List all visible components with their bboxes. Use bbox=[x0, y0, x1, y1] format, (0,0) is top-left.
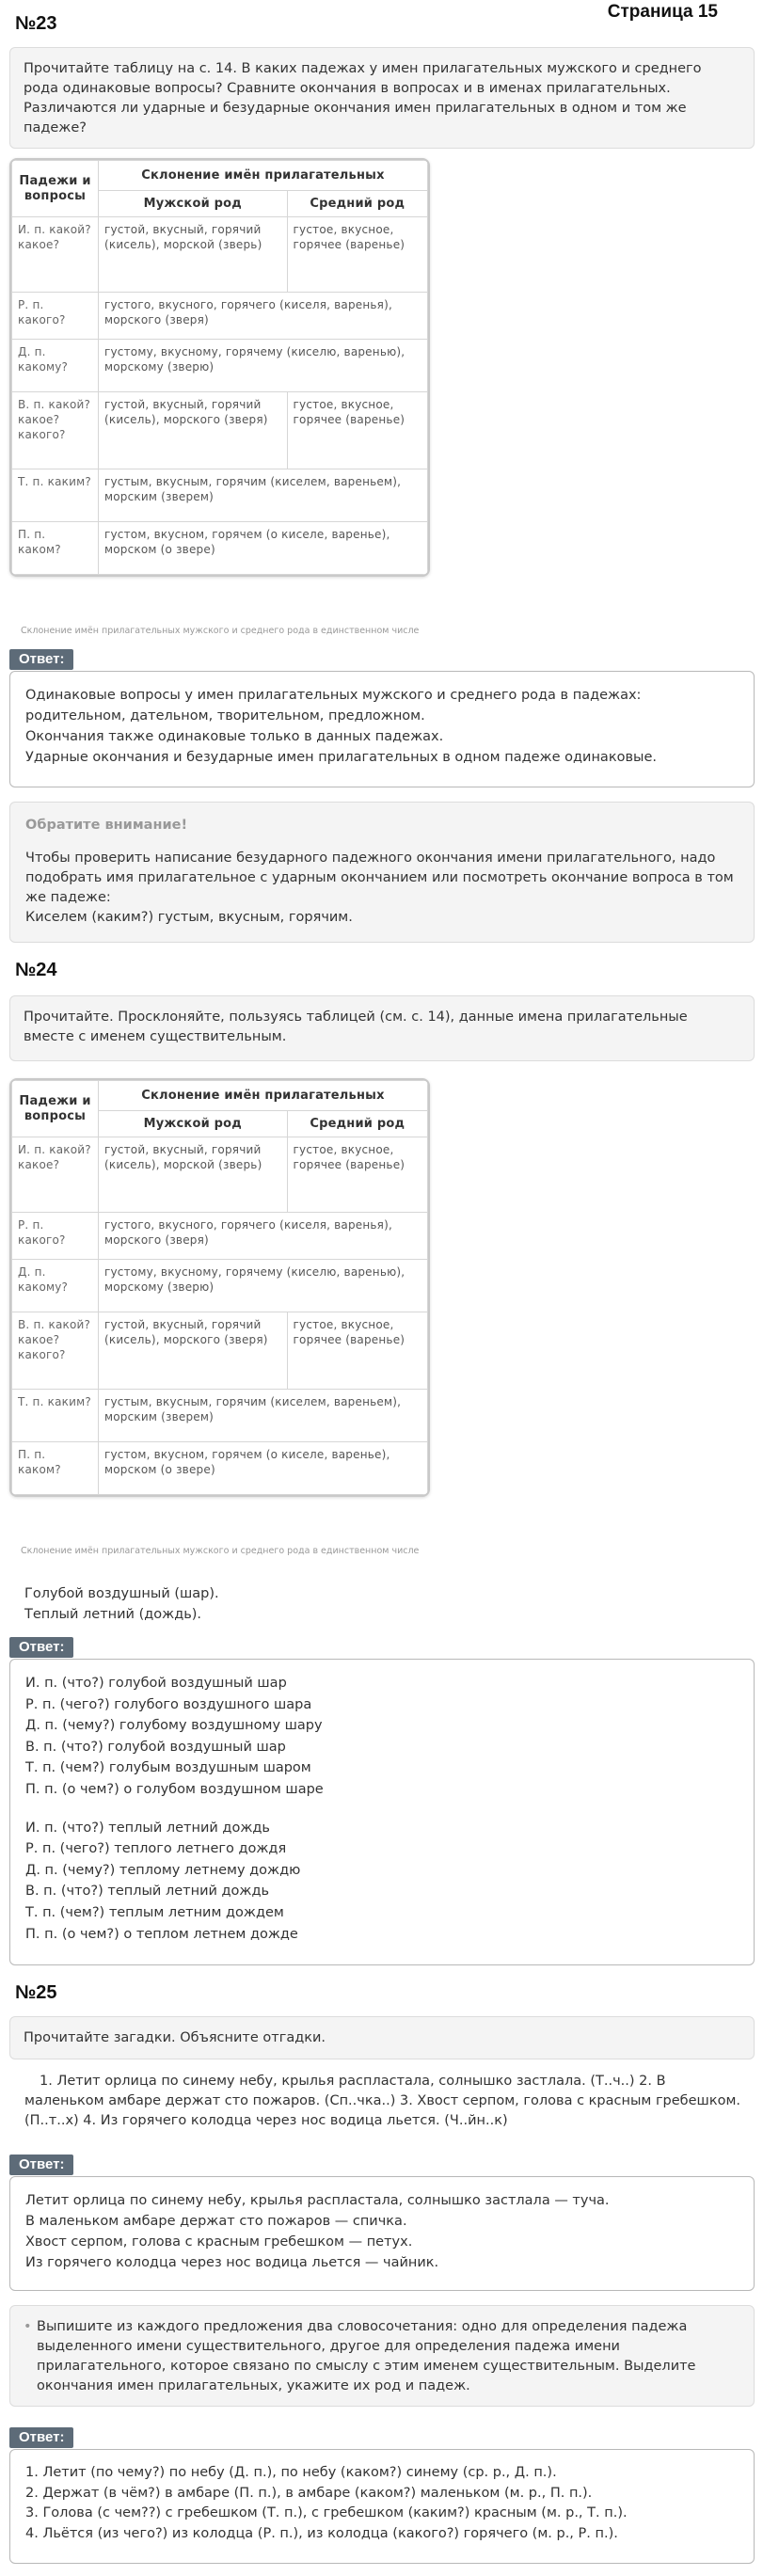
acc-n: густое, вкусное, горячее (варенье) bbox=[287, 392, 427, 469]
case-ins: Т. п. каким? bbox=[12, 469, 99, 522]
note-text: Чтобы проверить написание безударного падежного окончания имени прилагательного, надо подобрать имя прилагательное с ударным окончанием или посмотреть окончание вопроса в том же падеже: bbox=[25, 851, 734, 905]
case-acc: В. п. какой? какое? какого? bbox=[12, 1312, 99, 1390]
page-number: Страница 15 bbox=[607, 2, 718, 22]
answer-24-a-2: Р. п. (чего?) голубого воздушного шара bbox=[25, 1696, 312, 1712]
dat-mn: густому, вкусному, горячему (киселю, варенью), морскому (зверю) bbox=[99, 1260, 428, 1312]
bullet-icon: • bbox=[24, 2319, 32, 2334]
answer-25-line-1: Летит орлица по синему небу, крылья распластала, солнышко застлала — туча. bbox=[25, 2193, 610, 2208]
answer-25-line-3: Хвост серпом, голова с красным гребешком — петух. bbox=[25, 2234, 413, 2250]
note-box bbox=[9, 802, 755, 943]
answer-24-a-5: Т. п. (чем?) голубым воздушным шаром bbox=[25, 1760, 311, 1776]
table-1-caption: Склонение имён прилагательных мужского и среднего рода в единственном числе bbox=[21, 626, 420, 636]
riddles: 1. Летит орлица по синему небу, крылья распластала, солнышко застлала. (Т..ч..) 2. В маленьком амбаре держат сто пожаров. (Сп..чка..) 3. Хвост серпом, голова с красным гребешком. (П..т..х) 4. Из горячего колодца через нос водица льется. (Ч..йн..к) bbox=[24, 2074, 740, 2128]
answer-23-line-3: Ударные окончания и безударные имен прилагательных в одном падеже одинаковые. bbox=[25, 750, 657, 765]
answer-25-2-line-3: 3. Голова (с чем??) с гребешком (Т. п.), с гребешком (каким?) красным (м. р., Т. п.). bbox=[25, 2505, 628, 2520]
task-25-2-text bbox=[9, 2305, 755, 2407]
case-pre: П. п. каком? bbox=[12, 1442, 99, 1495]
ins-mn: густым, вкусным, горячим (киселем, вареньем), морским (зверем) bbox=[99, 1390, 428, 1442]
head-cases: Падежи и вопросы bbox=[12, 161, 99, 217]
acc-m: густой, вкусный, горячий (кисель), морского (зверя) bbox=[99, 392, 288, 469]
answer-24-a-1: И. п. (что?) голубой воздушный шар bbox=[25, 1676, 287, 1691]
case-ins: Т. п. каким? bbox=[12, 1390, 99, 1442]
nom-m: густой, вкусный, горячий (кисель), морской (зверь) bbox=[99, 217, 288, 293]
case-nom: И. п. какой? какое? bbox=[12, 1137, 99, 1213]
answer-23 bbox=[9, 671, 755, 787]
acc-n: густое, вкусное, горячее (варенье) bbox=[287, 1312, 427, 1390]
answer-25-2 bbox=[9, 2449, 755, 2564]
ins-mn: густым, вкусным, горячим (киселем, вареньем), морским (зверем) bbox=[99, 469, 428, 522]
note-example: Киселем (каким?) густым, вкусным, горячим. bbox=[25, 910, 353, 925]
task-23-heading: №23 bbox=[15, 13, 57, 34]
case-pre: П. п. каком? bbox=[12, 522, 99, 575]
answer-23-label: Ответ: bbox=[9, 649, 73, 670]
answer-25-2-label: Ответ: bbox=[9, 2427, 73, 2448]
nom-n: густое, вкусное, горячее (варенье) bbox=[287, 217, 427, 293]
case-gen: Р. п. какого? bbox=[12, 1213, 99, 1260]
answer-24-b-4: В. п. (что?) теплый летний дождь bbox=[25, 1884, 270, 1900]
head-masculine: Мужской род bbox=[99, 191, 288, 217]
head-neuter: Средний род bbox=[287, 191, 427, 217]
head-cases: Падежи и вопросы bbox=[12, 1081, 99, 1137]
case-gen: Р. п. какого? bbox=[12, 293, 99, 340]
task-25-text bbox=[9, 2016, 755, 2059]
answer-24-a-3: Д. п. (чему?) голубому воздушному шару bbox=[25, 1718, 323, 1734]
answer-24 bbox=[9, 1659, 755, 1965]
case-dat: Д. п. какому? bbox=[12, 1260, 99, 1312]
answer-25 bbox=[9, 2176, 755, 2291]
answer-23-line-1: Одинаковые вопросы у имен прилагательных мужского и среднего рода в падежах: родительном, дательном, творительном, предложном. bbox=[25, 688, 642, 724]
task-25-heading: №25 bbox=[15, 1982, 57, 2003]
acc-m: густой, вкусный, горячий (кисель), морского (зверя) bbox=[99, 1312, 288, 1390]
declension-table-1 bbox=[9, 158, 430, 577]
task-25-2-body: Выпишите из каждого предложения два словосочетания: одно для определения падежа выделенного имени существительного, другое для определения падежа имени прилагательного, которое связано по смыслу с этим именем существительным. Выделите окончания имен прилагательных, укажите их род и падеж. bbox=[37, 2319, 696, 2393]
answer-24-b-2: Р. п. (чего?) теплого летнего дождя bbox=[25, 1841, 287, 1857]
pre-mn: густом, вкусном, горячем (о киселе, варенье), морском (о звере) bbox=[99, 522, 428, 575]
answer-24-b-5: Т. п. (чем?) теплым летним дождем bbox=[25, 1904, 284, 1920]
head-masculine: Мужской род bbox=[99, 1111, 288, 1137]
head-neuter: Средний род bbox=[287, 1111, 427, 1137]
phrase-2: Теплый летний (дождь). bbox=[24, 1607, 202, 1622]
answer-25-line-4: Из горячего колодца через нос водица льется — чайник. bbox=[25, 2255, 439, 2270]
answer-24-a-4: В. п. (что?) голубой воздушный шар bbox=[25, 1739, 286, 1755]
answer-24-b-6: П. п. (о чем?) о теплом летнем дожде bbox=[25, 1926, 298, 1942]
answer-24-label: Ответ: bbox=[9, 1637, 73, 1658]
answer-23-line-2: Окончания также одинаковые только в данных падежах. bbox=[25, 729, 444, 744]
task-24-text bbox=[9, 995, 755, 1061]
answer-24-a-6: П. п. (о чем?) о голубом воздушном шаре bbox=[25, 1781, 324, 1797]
nom-m: густой, вкусный, горячий (кисель), морской (зверь) bbox=[99, 1137, 288, 1213]
pre-mn: густом, вкусном, горячем (о киселе, варенье), морском (о звере) bbox=[99, 1442, 428, 1495]
case-acc: В. п. какой? какое? какого? bbox=[12, 392, 99, 469]
task-25-body: Прочитайте загадки. Объясните отгадки. bbox=[24, 2030, 326, 2045]
answer-25-line-2: В маленьком амбаре держат сто пожаров — спичка. bbox=[25, 2214, 407, 2229]
declension-table-2 bbox=[9, 1078, 430, 1497]
task-24-phrases bbox=[24, 1583, 219, 1625]
answer-25-label: Ответ: bbox=[9, 2155, 73, 2175]
note-title: Обратите внимание! bbox=[25, 818, 188, 833]
task-23-text bbox=[9, 47, 755, 149]
task-23-body: Прочитайте таблицу на с. 14. В каких падежах у имен прилагательных мужского и среднего рода одинаковые вопросы? Сравните окончания в вопросах и в именах прилагательных. Различаются ли ударные и безударные окончания имен прилагательных в одном и том же падеже? bbox=[24, 61, 702, 135]
answer-24-b-3: Д. п. (чему?) теплому летнему дождю bbox=[25, 1862, 301, 1878]
head-title: Склонение имён прилагательных bbox=[99, 1081, 428, 1111]
gen-mn: густого, вкусного, горячего (киселя, варенья), морского (зверя) bbox=[99, 293, 428, 340]
case-nom: И. п. какой? какое? bbox=[12, 217, 99, 293]
nom-n: густое, вкусное, горячее (варенье) bbox=[287, 1137, 427, 1213]
dat-mn: густому, вкусному, горячему (киселю, варенью), морскому (зверю) bbox=[99, 340, 428, 392]
task-24-body: Прочитайте. Просклоняйте, пользуясь таблицей (см. с. 14), данные имена прилагательные вместе с именем существительным. bbox=[24, 1010, 688, 1044]
phrase-1: Голубой воздушный (шар). bbox=[24, 1586, 219, 1601]
gen-mn: густого, вкусного, горячего (киселя, варенья), морского (зверя) bbox=[99, 1213, 428, 1260]
table-2-caption: Склонение имён прилагательных мужского и среднего рода в единственном числе bbox=[21, 1546, 420, 1556]
head-title: Склонение имён прилагательных bbox=[99, 161, 428, 191]
task-24-heading: №24 bbox=[15, 960, 57, 980]
case-dat: Д. п. какому? bbox=[12, 340, 99, 392]
answer-25-2-line-2: 2. Держат (в чём?) в амбаре (П. п.), в амбаре (каком?) маленьком (м. р., П. п.). bbox=[25, 2485, 593, 2501]
answer-25-2-line-1: 1. Летит (по чему?) по небу (Д. п.), по небу (каком?) синему (ср. р., Д. п.). bbox=[25, 2465, 557, 2480]
answer-25-2-line-4: 4. Льётся (из чего?) из колодца (Р. п.), из колодца (какого?) горячего (м. р., Р. п.). bbox=[25, 2525, 618, 2541]
answer-24-b-1: И. п. (что?) теплый летний дождь bbox=[25, 1820, 270, 1836]
